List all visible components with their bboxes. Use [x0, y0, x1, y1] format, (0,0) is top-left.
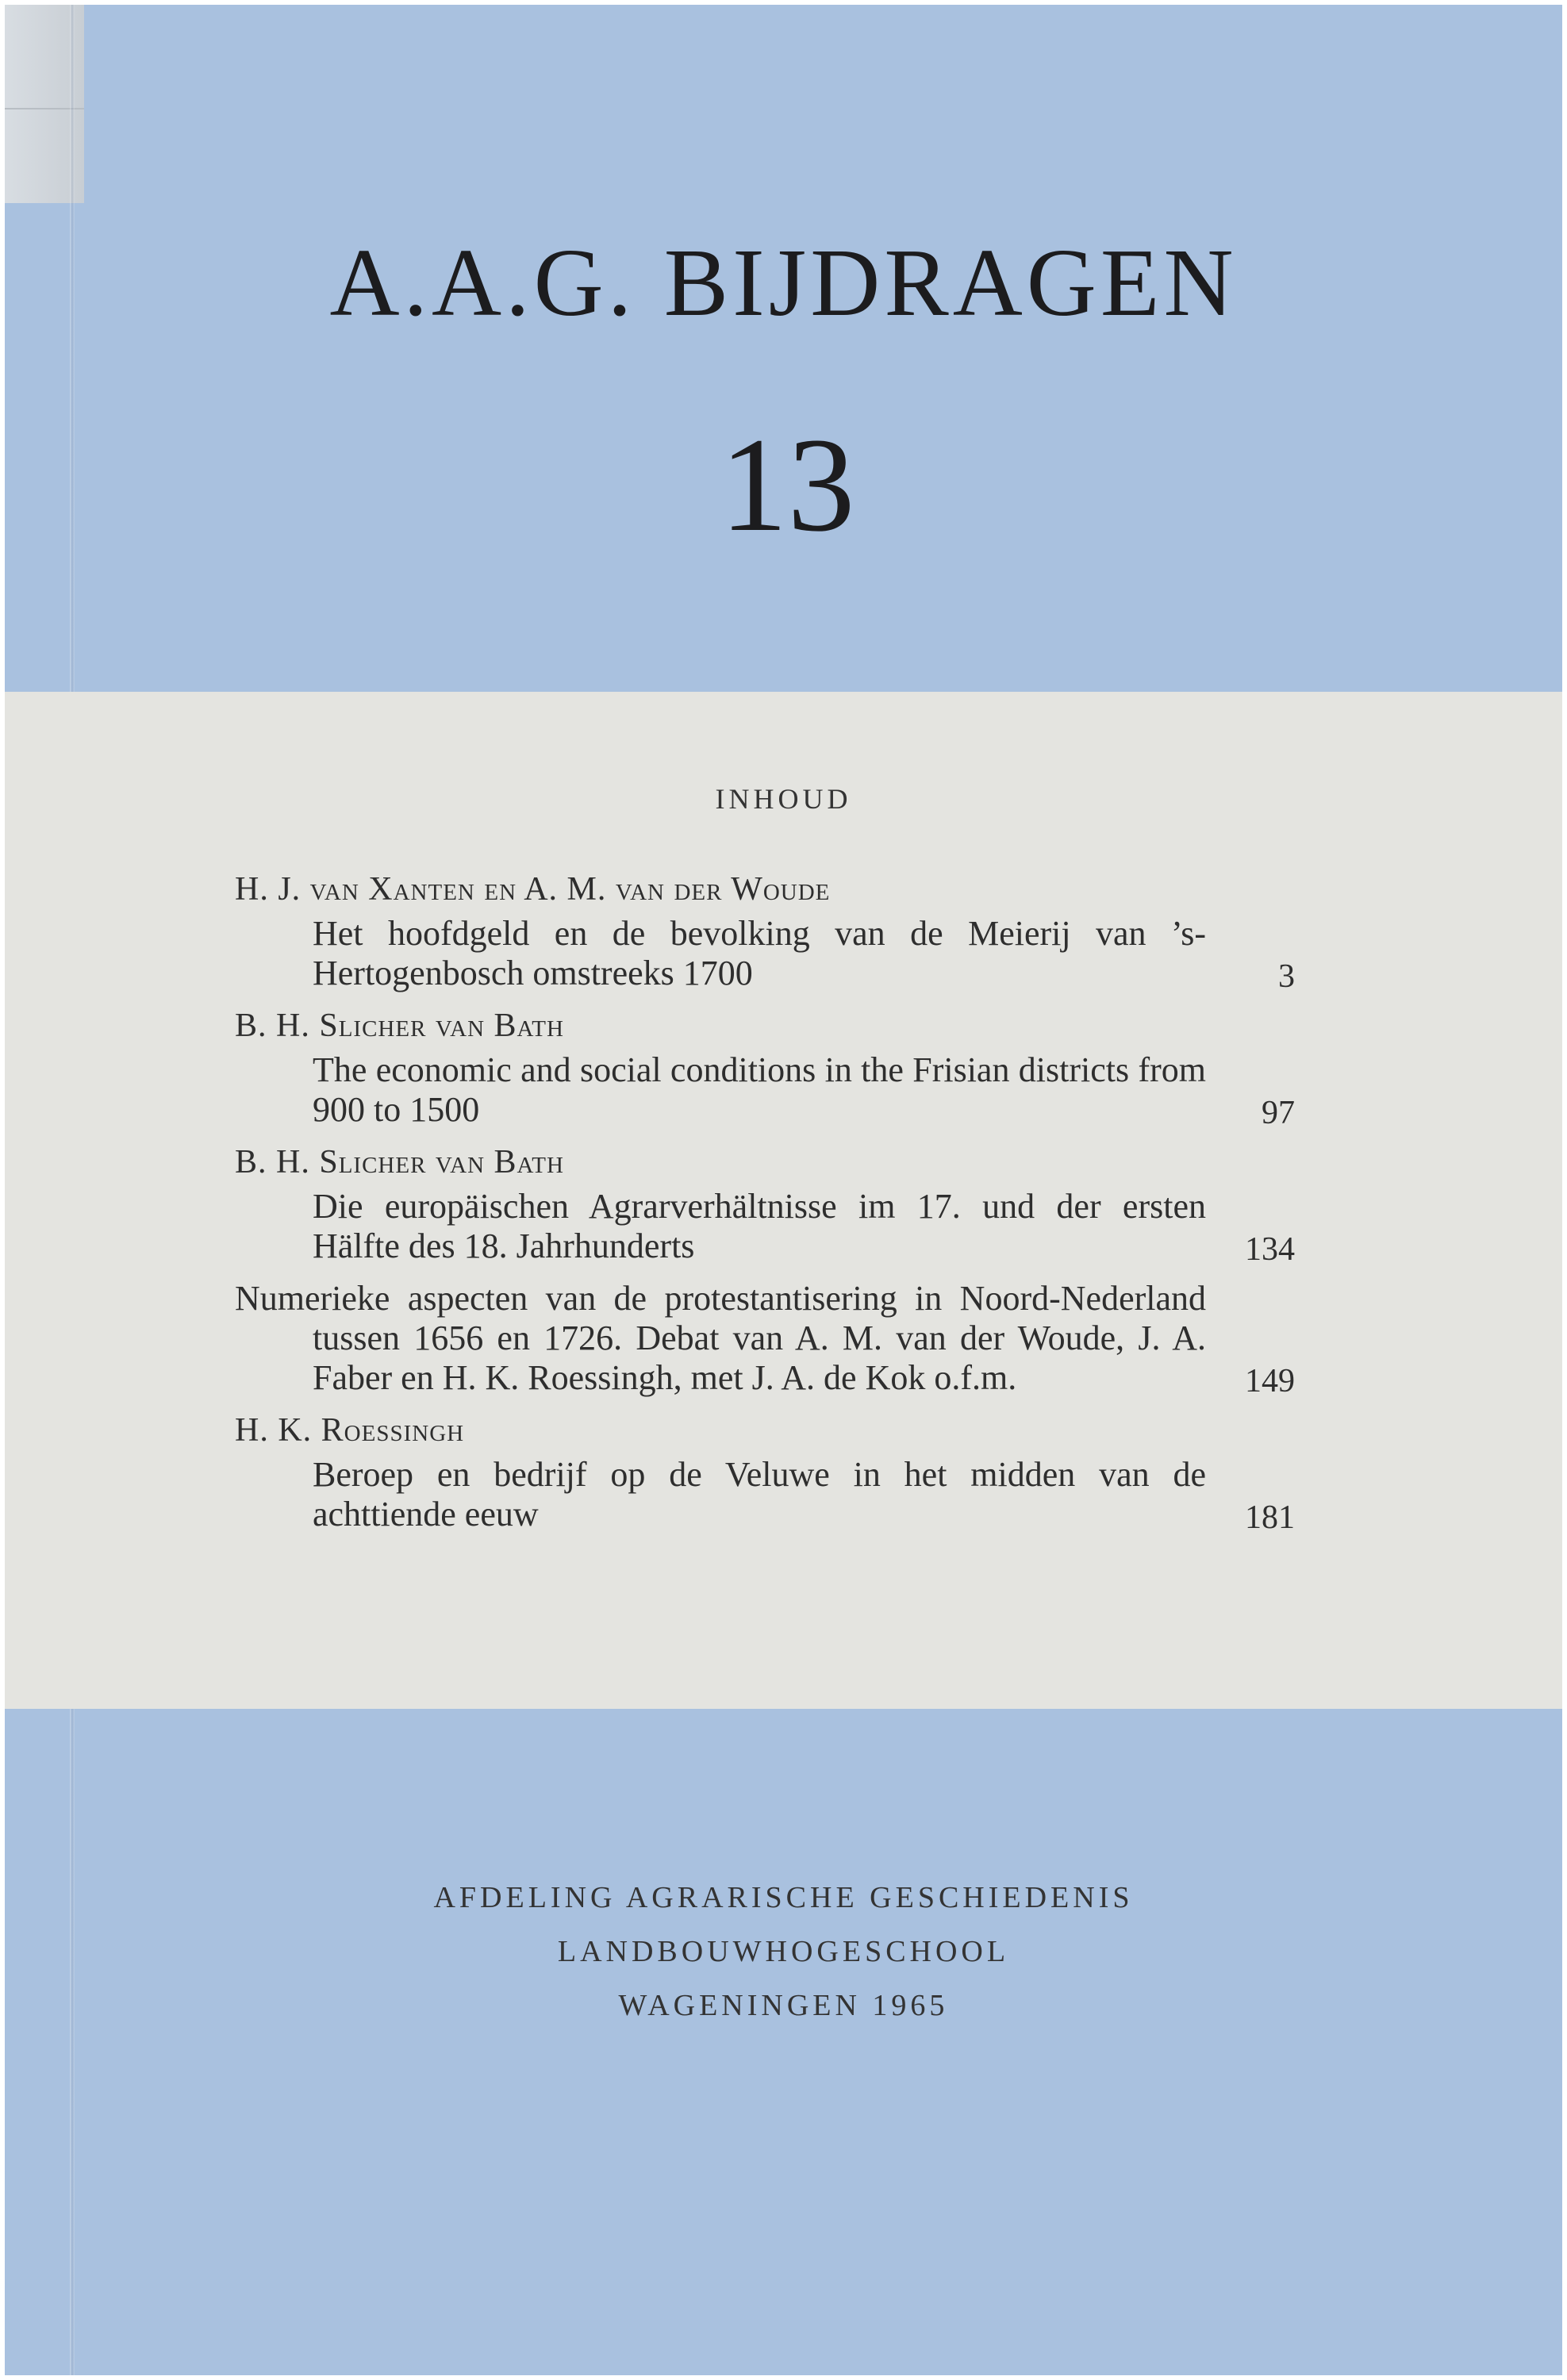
entry-page-number: 181 — [1245, 1499, 1295, 1536]
entry-page-number: 3 — [1278, 958, 1295, 995]
entry-author: B. H. Slicher van Bath — [235, 1008, 564, 1044]
toc-entry — [235, 1279, 1295, 1398]
toc-entry — [235, 1006, 1295, 1130]
entry-page-number: 134 — [1245, 1231, 1295, 1268]
book-cover — [5, 5, 1562, 2375]
publisher-place-year: WAGENINGEN 1965 — [618, 1989, 949, 2022]
entry-author: H. J. van Xanten en A. M. van der Woude — [235, 871, 831, 908]
entry-title: Beroep en bedrijf op de Veluwe in het midden van de achttiende eeuw — [313, 1455, 1206, 1534]
contents-heading: INHOUD — [715, 783, 852, 815]
entry-author: B. H. Slicher van Bath — [235, 1144, 564, 1180]
book-title: A.A.G. BIJDRAGEN — [329, 229, 1238, 336]
entry-title: The economic and social conditions in the Frisian districts from 900 to 1500 — [313, 1050, 1206, 1129]
toc-entry — [235, 1411, 1295, 1534]
entry-page-number: 149 — [1245, 1363, 1295, 1399]
publisher-institution: LANDBOUWHOGESCHOOL — [557, 1935, 1010, 1968]
toc-entry — [235, 1142, 1295, 1266]
toc-entry — [235, 869, 1295, 993]
entry-author: H. K. Roessingh — [235, 1412, 465, 1449]
entry-title: Het hoofdgeld en de bevolking van de Meierij van ’s-Hertogenbosch omstreeks 1700 — [313, 914, 1206, 992]
volume-number: 13 — [720, 410, 855, 559]
entry-title: Numerieke aspecten van de protestantisering in Noord-Nederland tussen 1656 en 1726. Debat van A. M. van der Woude, J. A. Faber en H. K. Roessingh, met J. A. de Kok o.f.m. — [235, 1279, 1206, 1397]
entry-title: Die europäischen Agrarverhältnisse im 17. und der ersten Hälfte des 18. Jahrhunderts — [313, 1187, 1206, 1265]
table-of-contents — [235, 869, 1295, 1547]
entry-page-number: 97 — [1262, 1095, 1295, 1131]
publisher-department: AFDELING AGRARISCHE GESCHIEDENIS — [433, 1881, 1134, 1914]
